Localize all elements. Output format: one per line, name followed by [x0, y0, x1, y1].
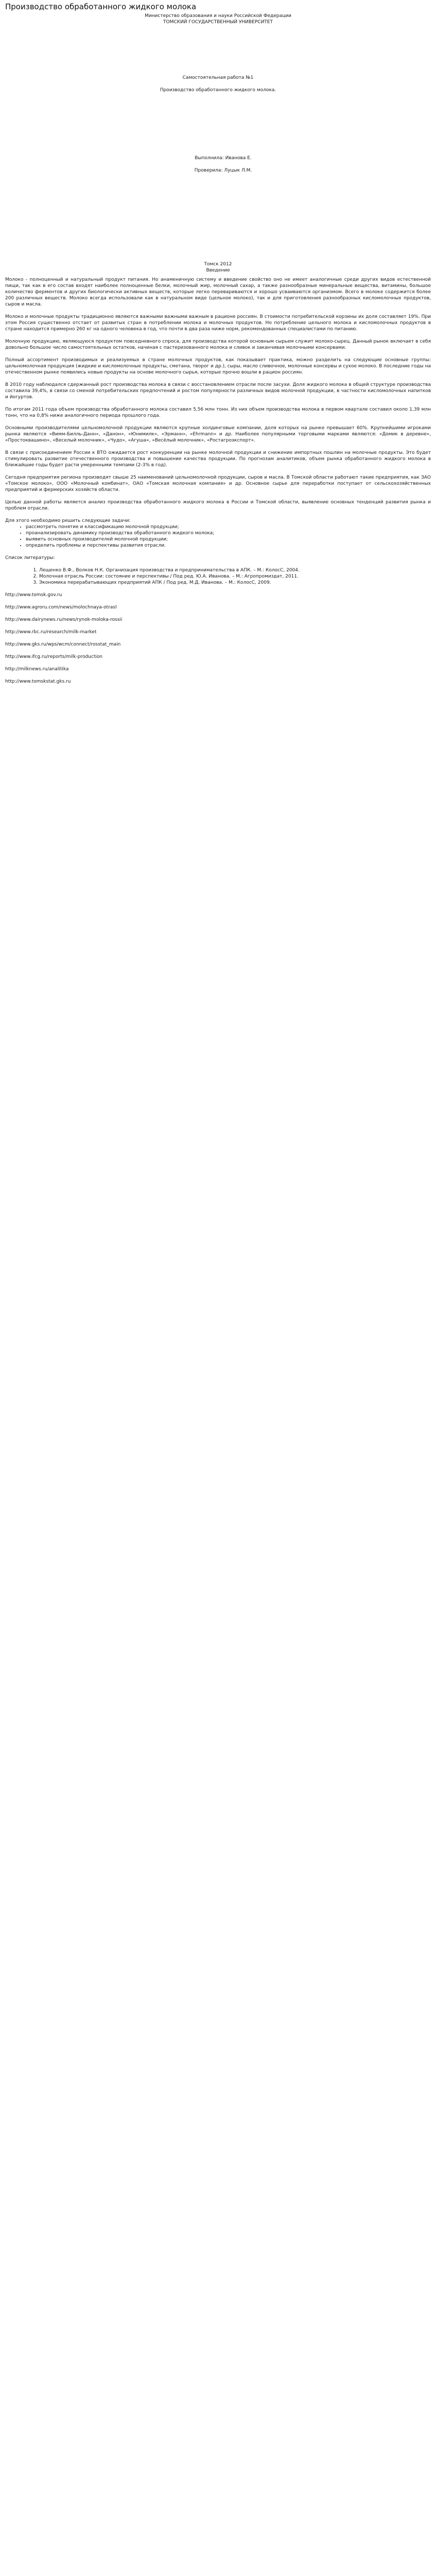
checked-by: Проверила: Луцык Л.М. [194, 168, 252, 173]
paragraph: Молоко и молочные продукты традиционно являются важными важными важным в рационе россиян. В стоимости потребительской корзины их доля составляет 19%. При этом Россия существенно отстает от развитых стран в потреблении молока и молочных продуктов. Но потребление цельного молока и кисломолочных продуктов в стране находится примерно 260 кг на одного человека в год, что почти в два раза ниже норм, рекомендованных специалистами по питанию. [5, 314, 431, 332]
document-page [0, 0, 436, 696]
document-title: Производство обработанного жидкого молока [5, 2, 197, 11]
links-section [5, 592, 431, 685]
task-list [5, 524, 431, 549]
performed-by: Выполнила: Иванова Е. [195, 156, 252, 161]
spacer [5, 93, 431, 155]
work-topic: Производство обработанного жидкого молока. [160, 88, 276, 93]
paragraph: Целью данной работы является анализ производства обработанного жидкого молока в России и Томской области, выявление основных тенденций развития рынка и проблем отрасли. [5, 500, 431, 511]
reference-item: 3. Экономика перерабатывающих предприятий АПК / Под ред. М.Д. Иванова. – М.: КолосС, 2009. [39, 580, 431, 586]
source-link[interactable]: http://www.tomskstat.gks.ru [5, 679, 71, 684]
list-item: • выявить основных производителей молочной продукции; [26, 536, 431, 543]
references-list [5, 567, 431, 586]
source-link[interactable]: http://www.rbc.ru/research/milk-market [5, 630, 97, 635]
source-link[interactable]: http://www.ifcg.ru/reports/milk-production [5, 654, 103, 659]
list-item: • рассмотреть понятие и классификацию молочной продукции; [26, 524, 431, 530]
source-link[interactable]: http://www.gks.ru/wps/wcm/connect/rosstat_main [5, 642, 121, 647]
paragraph: Молоко - полноценный и натуральный продукт питания. Но анаменичную систему и введение свойство оно не имеет аналогичные среди других видов естественной пищи, так как в его состав входят наиболее полноценные белки, молочный жир, молочный сахар, а также разнообразные минеральные вещества, витамины, большое количество ферментов и других биологически активных веществ, которые легко перевариваются и хорошо усваиваются организмом. Всего в молоке содержится более 200 различных веществ. Молоко всегда использовали как в натуральном виде (цельное молоко), так и для приготовления разнообразных кисломолочных продуктов, сыров и масла. [5, 277, 431, 307]
city-year: Томск 2012 [204, 262, 232, 267]
paragraph: Основными производителями цельномолочной продукции являются крупные холдинговые компании, доля которых на рынке превышает 60%. Крупнейшими игроками рынка являются «Вимм-Билль-Данн», «Данон», «Юнимилк», «Эрманн», «Ehrmann» и др. Наиболее популярными торговыми марками являются: «Домик в деревне», «Простоквашино», «Веселый молочник», «Чудо», «Агуша», «Весёлый молочник», «Ростагроэкспорт». [5, 426, 431, 443]
paragraph: В 2010 году наблюдался сдержанный рост производства молока в связи с восстановлением отрасли после засухи. Доля жидкого молока в общей структуре производства составила 39,4%, в связи со сменой потребительских предпочтений и ростом популярности различных видов молочной продукции, в частности кисломолочных напитков и йогуртов. [5, 382, 431, 400]
intro-heading: Введение [206, 268, 230, 273]
source-link[interactable]: http://www.tomsk.gov.ru [5, 592, 62, 598]
paragraph: По итогам 2011 года объем производства обработанного молока составил 5,56 млн тонн. Из них объем производства молока в первом квартале составил около 1,39 млн тонн, что на 0,8% ниже аналогичного периода прошлого года. [5, 407, 431, 418]
references-heading: Список литературы: [5, 555, 55, 561]
source-link[interactable]: http://www.dairynews.ru/news/rynok-moloka-rossii [5, 617, 123, 622]
source-link[interactable]: http://milknews.ru/analitika [5, 667, 69, 672]
document-body [5, 277, 431, 685]
ministry-line: Министерство образования и науки Российской Федерации [145, 13, 291, 19]
source-link[interactable]: http://www.agroru.com/news/molochnaya-otrasl [5, 605, 117, 610]
work-type: Самостоятельная работа №1 [182, 75, 254, 80]
spacer [5, 174, 431, 261]
list-item: • определить проблемы и перспективы развития отрасли. [26, 543, 431, 549]
paragraph: В связи с присоединением России к ВТО ожидается рост конкуренции на рынке молочной продукции и снижение импортных пошлин на молочные продукты. Это будет стимулировать развитие отечественного производства и повышение качества продукции. По прогнозам аналитиков, объем рынка обработанного жидкого молока в ближайшие годы будет расти умеренными темпами (2-3% в год). [5, 450, 431, 468]
paragraph: Для этого необходимо решить следующие задачи: [5, 518, 131, 523]
reference-item: 1. Лещенко В.Ф., Волков Н.К. Организация производства и предпринимательства в АПК. – М.: КолосС, 2004. [39, 567, 431, 573]
university-line: ТОМСКИЙ ГОСУДАРСТВЕННЫЙ УНИВЕРСИТЕТ [163, 20, 273, 25]
spacer [5, 81, 431, 87]
paragraph: Молочную продукцию, являющуюся продуктом повседневного спроса, для производства которой основным сырьем служит молоко-сырец. Данный рынок включает в себя довольно большое число самостоятельных остатков, начиная с пастеризованного молока и сливок и заканчивая молочными консервами. [5, 339, 431, 350]
list-item: • проанализировать динамику производства обработанного жидкого молока; [26, 530, 431, 536]
reference-item: 2. Молочная отрасль России: состояние и перспективы / Под ред. Ю.А. Иванова. – М.: Агропромиздат, 2011. [39, 573, 431, 580]
spacer [5, 161, 431, 167]
spacer [5, 25, 431, 75]
paragraph: Сегодня предприятия региона производят свыше 25 наименований цельномолочной продукции, сыров и масла. В Томской области работают такие предприятия, как ЗАО «Томское молоко», ООО «Молочный комбинат», ОАО «Томская молочная компания» и др. Основное сырье для переработки поступает от сельскохозяйственных предприятий и фермерских хозяйств области. [5, 475, 431, 493]
paragraph: Полный ассортимент производимых и реализуемых в стране молочных продуктов, как показывает практика, можно разделить на следующие основные группы: цельномолочная продукция (жидкие и кисломолочные продукты, сметана, творог и др.), сыры, масло сливочное, молочные консервы и сухое молоко. В последние годы на отечественном рынке появились новые продукты на основе молочного сырья, которые прочно вошли в рацион россиян. [5, 358, 431, 375]
